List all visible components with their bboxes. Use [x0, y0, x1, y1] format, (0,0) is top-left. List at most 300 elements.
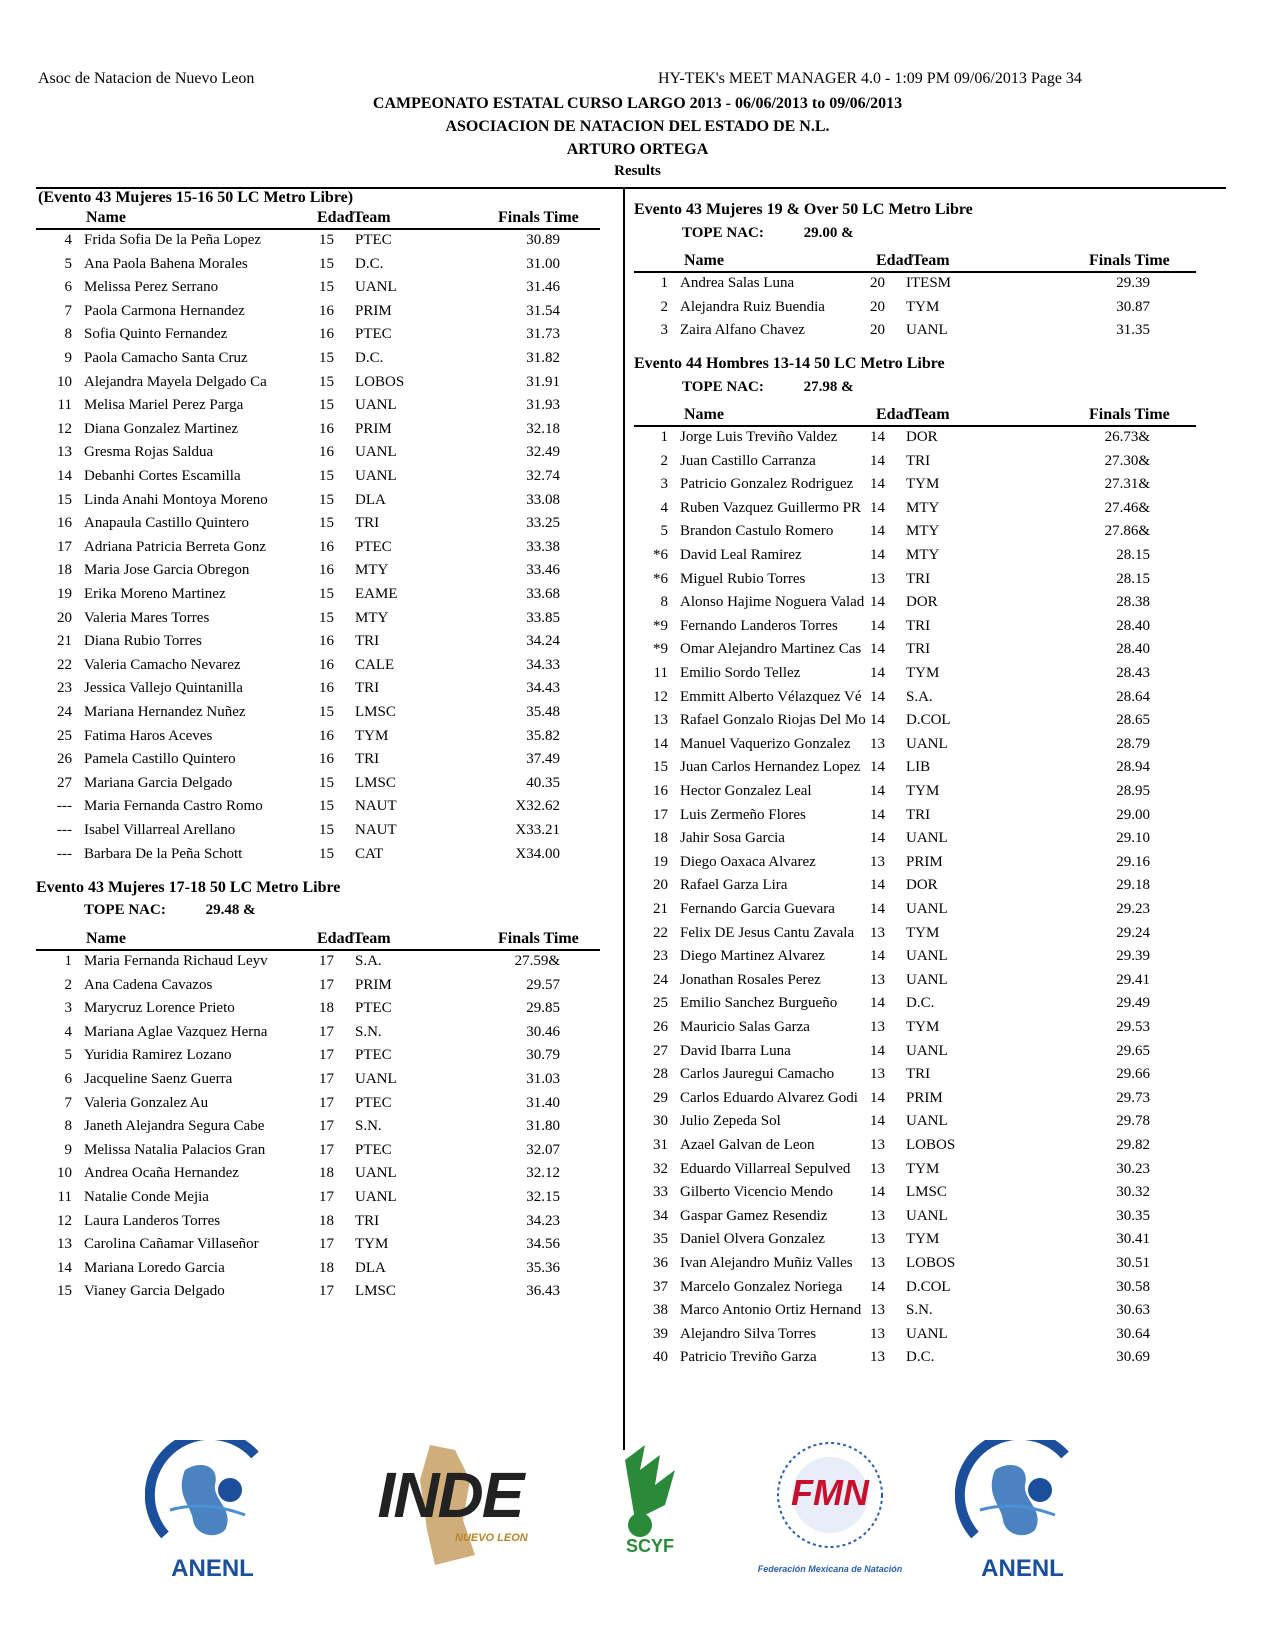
finals-time: 30.23 — [1116, 1160, 1150, 1177]
place: 37 — [653, 1278, 668, 1295]
finals-time: 33.68 — [526, 586, 560, 602]
team-code: UANL — [906, 901, 948, 917]
place: *6 — [653, 570, 668, 587]
age: 16 — [319, 326, 334, 343]
finals-time: 28.40 — [1116, 641, 1150, 658]
scyf-caption: SCYF — [625, 1536, 674, 1556]
place: 15 — [57, 1283, 72, 1300]
age: 14 — [870, 688, 885, 705]
meet-title: CAMPEONATO ESTATAL CURSO LARGO 2013 - 06/06/2013 to 09/06/2013 — [372, 95, 903, 112]
place: 8 — [64, 1118, 72, 1135]
swimmer-name: Paola Camacho Santa Cruz — [84, 350, 248, 366]
result-row — [634, 1255, 1196, 1279]
age: 17 — [319, 1283, 334, 1300]
result-row — [36, 822, 600, 846]
team-code: NAUT — [355, 822, 397, 838]
place: 1 — [660, 429, 668, 445]
team-code: UANL — [906, 830, 948, 847]
age: 16 — [319, 727, 334, 744]
swimmer-name: Gresma Rojas Saldua — [84, 444, 214, 461]
team-code: TRI — [355, 515, 380, 532]
result-row — [634, 1184, 1196, 1208]
age: 17 — [319, 1189, 334, 1205]
col-time: Finals Time — [1089, 252, 1170, 269]
result-row — [36, 1118, 600, 1142]
place: 5 — [64, 255, 72, 272]
age: 14 — [870, 995, 885, 1012]
event-title: Evento 44 Hombres 13-14 50 LC Metro Libre — [634, 355, 945, 372]
swimmer-name: David Leal Ramirez — [680, 547, 802, 563]
place: 10 — [57, 1165, 72, 1182]
place: 27 — [57, 774, 72, 791]
result-row — [36, 468, 600, 492]
age: 13 — [870, 971, 885, 988]
swimmer-name: Manuel Vaquerizo Gonzalez — [680, 735, 851, 752]
finals-time: 30.58 — [1116, 1278, 1150, 1295]
col-age: Edad — [876, 252, 913, 269]
team-code: CALE — [355, 656, 395, 673]
swimmer-name: Rafael Garza Lira — [680, 877, 788, 894]
team-code: PRIM — [906, 853, 943, 870]
anenl-logo — [145, 1440, 280, 1590]
team-code: UANL — [906, 1042, 948, 1059]
finals-time: 29.85 — [526, 1000, 560, 1017]
result-row — [36, 1000, 600, 1024]
place: 31 — [653, 1137, 668, 1153]
result-row — [634, 925, 1196, 949]
team-code: UANL — [355, 1071, 397, 1087]
result-row — [36, 421, 600, 445]
team-code: TYM — [906, 476, 940, 493]
result-row — [634, 618, 1196, 642]
team-code: PTEC — [355, 1141, 392, 1158]
finals-time: 34.24 — [526, 633, 560, 650]
age: 13 — [870, 1066, 885, 1083]
team-code: UANL — [355, 279, 397, 296]
age: 14 — [870, 476, 885, 493]
age: 13 — [870, 1207, 885, 1224]
header-organization: Asoc de Natacion de Nuevo Leon — [38, 70, 255, 87]
swimmer-name: Diana Gonzalez Martinez — [84, 420, 239, 437]
swimmer-name: Ana Cadena Cavazos — [84, 976, 213, 993]
result-row — [36, 657, 600, 681]
finals-time: 28.79 — [1116, 735, 1150, 752]
swimmer-name: Eduardo Villarreal Sepulved — [680, 1160, 851, 1177]
finals-time: 28.38 — [1116, 594, 1150, 611]
swimmer-name: Andrea Salas Luna — [680, 275, 795, 291]
swimmer-name: Felix DE Jesus Cantu Zavala — [680, 924, 855, 941]
team-code: UANL — [355, 444, 397, 461]
age: 16 — [319, 444, 334, 461]
tope-value: 29.00 & — [803, 225, 854, 241]
swimmer-name: Erika Moreno Martinez — [84, 586, 226, 602]
place: 16 — [57, 515, 72, 532]
place: 22 — [653, 924, 668, 941]
team-code: UANL — [906, 322, 948, 339]
place: 13 — [57, 444, 72, 461]
result-row — [36, 680, 600, 704]
place: 25 — [57, 727, 72, 744]
place: 14 — [57, 468, 72, 484]
result-row — [36, 1165, 600, 1189]
finals-time: 33.46 — [526, 562, 560, 579]
age: 14 — [870, 641, 885, 658]
swimmer-name: Mariana Aglae Vazquez Herna — [84, 1023, 268, 1040]
finals-time: 30.87 — [1116, 298, 1150, 315]
finals-time: 31.82 — [526, 350, 560, 366]
result-row — [634, 1326, 1196, 1350]
place: 36 — [653, 1255, 668, 1271]
venue-name: ARTURO ORTEGA — [566, 141, 709, 158]
finals-time: 31.80 — [526, 1118, 560, 1135]
age: 15 — [319, 774, 334, 791]
age: 13 — [870, 924, 885, 941]
swimmer-name: Mariana Garcia Delgado — [84, 774, 233, 791]
result-row — [36, 232, 600, 256]
team-code: TRI — [906, 617, 931, 634]
swimmer-name: Valeria Gonzalez Au — [84, 1094, 209, 1111]
team-code: DLA — [355, 1259, 386, 1276]
place: 26 — [653, 1019, 668, 1035]
swimmer-name: Jessica Vallejo Quintanilla — [84, 680, 243, 697]
team-code: UANL — [906, 1207, 948, 1224]
age: 15 — [319, 232, 334, 248]
team-code: EAME — [355, 586, 398, 602]
team-code: MTY — [906, 523, 940, 540]
result-row — [36, 1260, 600, 1284]
result-row — [634, 275, 1196, 299]
finals-time: 30.46 — [526, 1023, 560, 1040]
age: 13 — [870, 1137, 885, 1153]
team-code: D.COL — [906, 712, 951, 729]
place: 40 — [653, 1349, 668, 1366]
result-row — [36, 256, 600, 280]
anenl-emblem-icon — [955, 1440, 1090, 1550]
age: 15 — [319, 822, 334, 838]
event-title: Evento 43 Mujeres 17-18 50 LC Metro Libre — [36, 879, 341, 896]
result-row — [36, 775, 600, 799]
result-row — [36, 1071, 600, 1095]
swimmer-name: Alejandra Ruiz Buendia — [680, 298, 825, 315]
finals-time: 28.43 — [1116, 665, 1150, 681]
age: 13 — [870, 1302, 885, 1319]
place: 8 — [64, 326, 72, 343]
place: 13 — [653, 712, 668, 729]
swimmer-name: Emilio Sordo Tellez — [680, 665, 801, 681]
finals-time: 31.46 — [526, 279, 560, 296]
finals-time: 28.95 — [1116, 783, 1150, 799]
age: 13 — [870, 1325, 885, 1342]
swimmer-name: Brandon Castulo Romero — [680, 523, 834, 540]
place: 9 — [64, 350, 72, 366]
result-row — [36, 977, 600, 1001]
place: 15 — [653, 759, 668, 776]
result-row — [36, 728, 600, 752]
swimmer-name: Fernando Landeros Torres — [680, 617, 838, 634]
swimmer-name: Marycruz Lorence Prieto — [84, 1000, 235, 1017]
result-row — [36, 444, 600, 468]
swimmer-name: Julio Zepeda Sol — [680, 1113, 781, 1130]
place: 38 — [653, 1302, 668, 1319]
place: 11 — [653, 665, 668, 681]
place: 10 — [57, 373, 72, 390]
result-row — [634, 1019, 1196, 1043]
column-divider — [623, 188, 625, 1450]
fmn-logo — [745, 1440, 915, 1590]
swimmer-name: Diego Oaxaca Alvarez — [680, 853, 816, 870]
result-row — [634, 759, 1196, 783]
anenl-caption: ANENL — [171, 1555, 254, 1582]
team-code: TRI — [906, 1066, 931, 1083]
place: 5 — [660, 523, 668, 540]
age: 13 — [870, 853, 885, 870]
result-row — [36, 610, 600, 634]
team-code: TYM — [906, 665, 940, 681]
sponsor-logos — [0, 1440, 1275, 1590]
finals-time: 37.49 — [526, 751, 560, 768]
place: 6 — [64, 279, 72, 296]
finals-time: 32.15 — [526, 1189, 560, 1205]
swimmer-name: Isabel Villarreal Arellano — [84, 822, 236, 838]
place: 24 — [653, 971, 668, 988]
finals-time: 35.48 — [526, 704, 560, 720]
place: 14 — [653, 735, 668, 752]
place: 24 — [57, 704, 72, 720]
age: 15 — [319, 515, 334, 532]
finals-time: 28.40 — [1116, 617, 1150, 634]
place: 1 — [64, 953, 72, 969]
result-row — [634, 736, 1196, 760]
age: 15 — [319, 468, 334, 484]
place: 22 — [57, 656, 72, 673]
finals-time: 28.15 — [1116, 547, 1150, 563]
finals-time: X32.62 — [515, 798, 560, 815]
team-code: ITESM — [906, 275, 951, 291]
team-code: UANL — [906, 735, 948, 752]
team-code: D.COL — [906, 1278, 951, 1295]
result-row — [634, 995, 1196, 1019]
age: 15 — [319, 845, 334, 862]
result-row — [36, 1283, 600, 1307]
finals-time: 29.00 — [1116, 806, 1150, 823]
place: 17 — [57, 538, 72, 555]
tope-value: 27.98 & — [803, 379, 854, 395]
age: 15 — [319, 491, 334, 508]
age: 16 — [319, 562, 334, 579]
finals-time: 32.07 — [526, 1141, 560, 1158]
team-code: LMSC — [355, 704, 396, 720]
team-code: LMSC — [355, 1283, 396, 1300]
result-row — [634, 1161, 1196, 1185]
age: 15 — [319, 609, 334, 626]
swimmer-name: Vianey Garcia Delgado — [84, 1283, 225, 1300]
team-code: TRI — [906, 452, 931, 469]
inde-logo — [335, 1440, 565, 1590]
place: 21 — [653, 901, 668, 917]
place: --- — [57, 822, 72, 838]
finals-time: 30.69 — [1116, 1349, 1150, 1366]
col-name: Name — [86, 930, 126, 947]
team-code: CAT — [355, 845, 384, 862]
result-row — [36, 1213, 600, 1237]
swimmer-name: Omar Alejandro Martinez Cas — [680, 641, 862, 658]
finals-time: 29.82 — [1116, 1137, 1150, 1153]
finals-time: 28.65 — [1116, 712, 1150, 729]
age: 17 — [319, 1118, 334, 1135]
result-row — [36, 279, 600, 303]
result-row — [634, 783, 1196, 807]
team-code: TRI — [355, 1212, 380, 1229]
result-row — [634, 1137, 1196, 1161]
place: 7 — [64, 1094, 72, 1111]
result-row — [634, 689, 1196, 713]
result-row — [36, 374, 600, 398]
finals-time: 29.16 — [1116, 853, 1150, 870]
swimmer-name: Debanhi Cortes Escamilla — [84, 468, 241, 484]
age: 15 — [319, 397, 334, 414]
team-code: S.N. — [355, 1023, 382, 1040]
place: 33 — [653, 1184, 668, 1201]
team-code: DOR — [906, 594, 938, 611]
finals-time: 32.12 — [526, 1165, 560, 1182]
team-code: PRIM — [355, 420, 392, 437]
finals-time: 29.18 — [1116, 877, 1150, 894]
swimmer-name: Daniel Olvera Gonzalez — [680, 1231, 825, 1248]
age: 15 — [319, 704, 334, 720]
result-row — [634, 322, 1196, 346]
finals-time: 29.10 — [1116, 830, 1150, 847]
finals-time: 27.59& — [514, 953, 560, 969]
national-standard — [682, 225, 854, 242]
team-code: MTY — [906, 499, 940, 516]
place: 2 — [64, 976, 72, 993]
swimmer-name: Ivan Alejandro Muñiz Valles — [680, 1255, 853, 1271]
age: 15 — [319, 350, 334, 366]
team-code: PTEC — [355, 1094, 392, 1111]
inde-wordmark: INDE — [377, 1459, 523, 1531]
anenl-emblem-icon — [145, 1440, 280, 1550]
age: 14 — [870, 1278, 885, 1295]
team-code: LMSC — [355, 774, 396, 791]
team-code: PTEC — [355, 232, 392, 248]
age: 14 — [870, 901, 885, 917]
finals-time: 31.35 — [1116, 322, 1150, 339]
result-row — [634, 571, 1196, 595]
team-code: TYM — [906, 1160, 940, 1177]
swimmer-name: Laura Landeros Torres — [84, 1212, 221, 1229]
place: 26 — [57, 751, 72, 768]
finals-time: 33.25 — [526, 515, 560, 532]
team-code: D.C. — [355, 350, 384, 366]
place: 11 — [57, 397, 72, 414]
age: 17 — [319, 1071, 334, 1087]
age: 20 — [870, 298, 885, 315]
swimmer-name: Marcelo Gonzalez Noriega — [680, 1278, 843, 1295]
swimmer-name: Adriana Patricia Berreta Gonz — [84, 538, 266, 555]
finals-time: 31.73 — [526, 326, 560, 343]
result-row — [634, 429, 1196, 453]
swimmer-name: Diego Martinez Alvarez — [680, 948, 825, 965]
team-code: TRI — [355, 680, 380, 697]
finals-time: 34.56 — [526, 1236, 560, 1253]
finals-time: 31.40 — [526, 1094, 560, 1111]
team-code: TYM — [355, 727, 389, 744]
tope-label: TOPE NAC: — [682, 225, 764, 241]
place: 13 — [57, 1236, 72, 1253]
finals-time: 31.91 — [526, 373, 560, 390]
result-row — [634, 854, 1196, 878]
age: 17 — [319, 1023, 334, 1040]
swimmer-name: Jacqueline Saenz Guerra — [84, 1071, 233, 1087]
finals-time: 29.73 — [1116, 1089, 1150, 1106]
result-row — [634, 1208, 1196, 1232]
age: 14 — [870, 948, 885, 965]
anenl-logo — [955, 1440, 1090, 1590]
age: 18 — [319, 1259, 334, 1276]
result-row — [634, 665, 1196, 689]
finals-time: 29.78 — [1116, 1113, 1150, 1130]
col-time: Finals Time — [498, 930, 579, 947]
team-code: UANL — [355, 397, 397, 414]
swimmer-name: Juan Castillo Carranza — [680, 452, 816, 469]
place: 23 — [57, 680, 72, 697]
age: 16 — [319, 680, 334, 697]
place: *6 — [653, 547, 668, 563]
team-code: TRI — [906, 570, 931, 587]
age: 14 — [870, 617, 885, 634]
swimmer-name: Melisa Mariel Perez Parga — [84, 397, 244, 414]
place: 7 — [64, 302, 72, 319]
team-code: TRI — [906, 641, 931, 658]
finals-time: 29.24 — [1116, 924, 1150, 941]
result-row — [634, 641, 1196, 665]
finals-time: 30.79 — [526, 1047, 560, 1064]
finals-time: 30.89 — [526, 232, 560, 248]
finals-time: 28.94 — [1116, 759, 1150, 776]
swimmer-name: Valeria Mares Torres — [84, 609, 210, 626]
place: 32 — [653, 1160, 668, 1177]
swimmer-name: Jahir Sosa Garcia — [680, 830, 785, 847]
team-code: PTEC — [355, 326, 392, 343]
place: 3 — [660, 322, 668, 339]
age: 18 — [319, 1000, 334, 1017]
swimmer-name: Patricio Gonzalez Rodriguez — [680, 476, 854, 493]
age: 13 — [870, 735, 885, 752]
finals-time: 30.64 — [1116, 1325, 1150, 1342]
place: 19 — [653, 853, 668, 870]
place: 19 — [57, 586, 72, 602]
place: 14 — [57, 1259, 72, 1276]
swimmer-name: Ruben Vazquez Guillermo PR — [680, 499, 861, 516]
col-age: Edad — [317, 209, 354, 226]
swimmer-name: Emmitt Alberto Vélazquez Vé — [680, 688, 862, 705]
result-row — [36, 953, 600, 977]
finals-time: 27.46& — [1104, 499, 1150, 516]
header-software-info: HY-TEK's MEET MANAGER 4.0 - 1:09 PM 09/06/2013 Page 34 — [658, 70, 1082, 87]
team-code: LMSC — [906, 1184, 947, 1201]
team-code: D.C. — [906, 995, 935, 1012]
finals-time: 35.36 — [526, 1259, 560, 1276]
result-row — [634, 901, 1196, 925]
national-standard — [682, 379, 854, 396]
swimmer-name: Mariana Hernandez Nuñez — [84, 704, 246, 720]
team-code: D.C. — [355, 255, 384, 272]
swimmer-name: Rafael Gonzalo Riojas Del Mo — [680, 712, 866, 729]
age: 14 — [870, 429, 885, 445]
result-row — [36, 633, 600, 657]
team-code: D.C. — [906, 1349, 935, 1366]
finals-time: 30.35 — [1116, 1207, 1150, 1224]
